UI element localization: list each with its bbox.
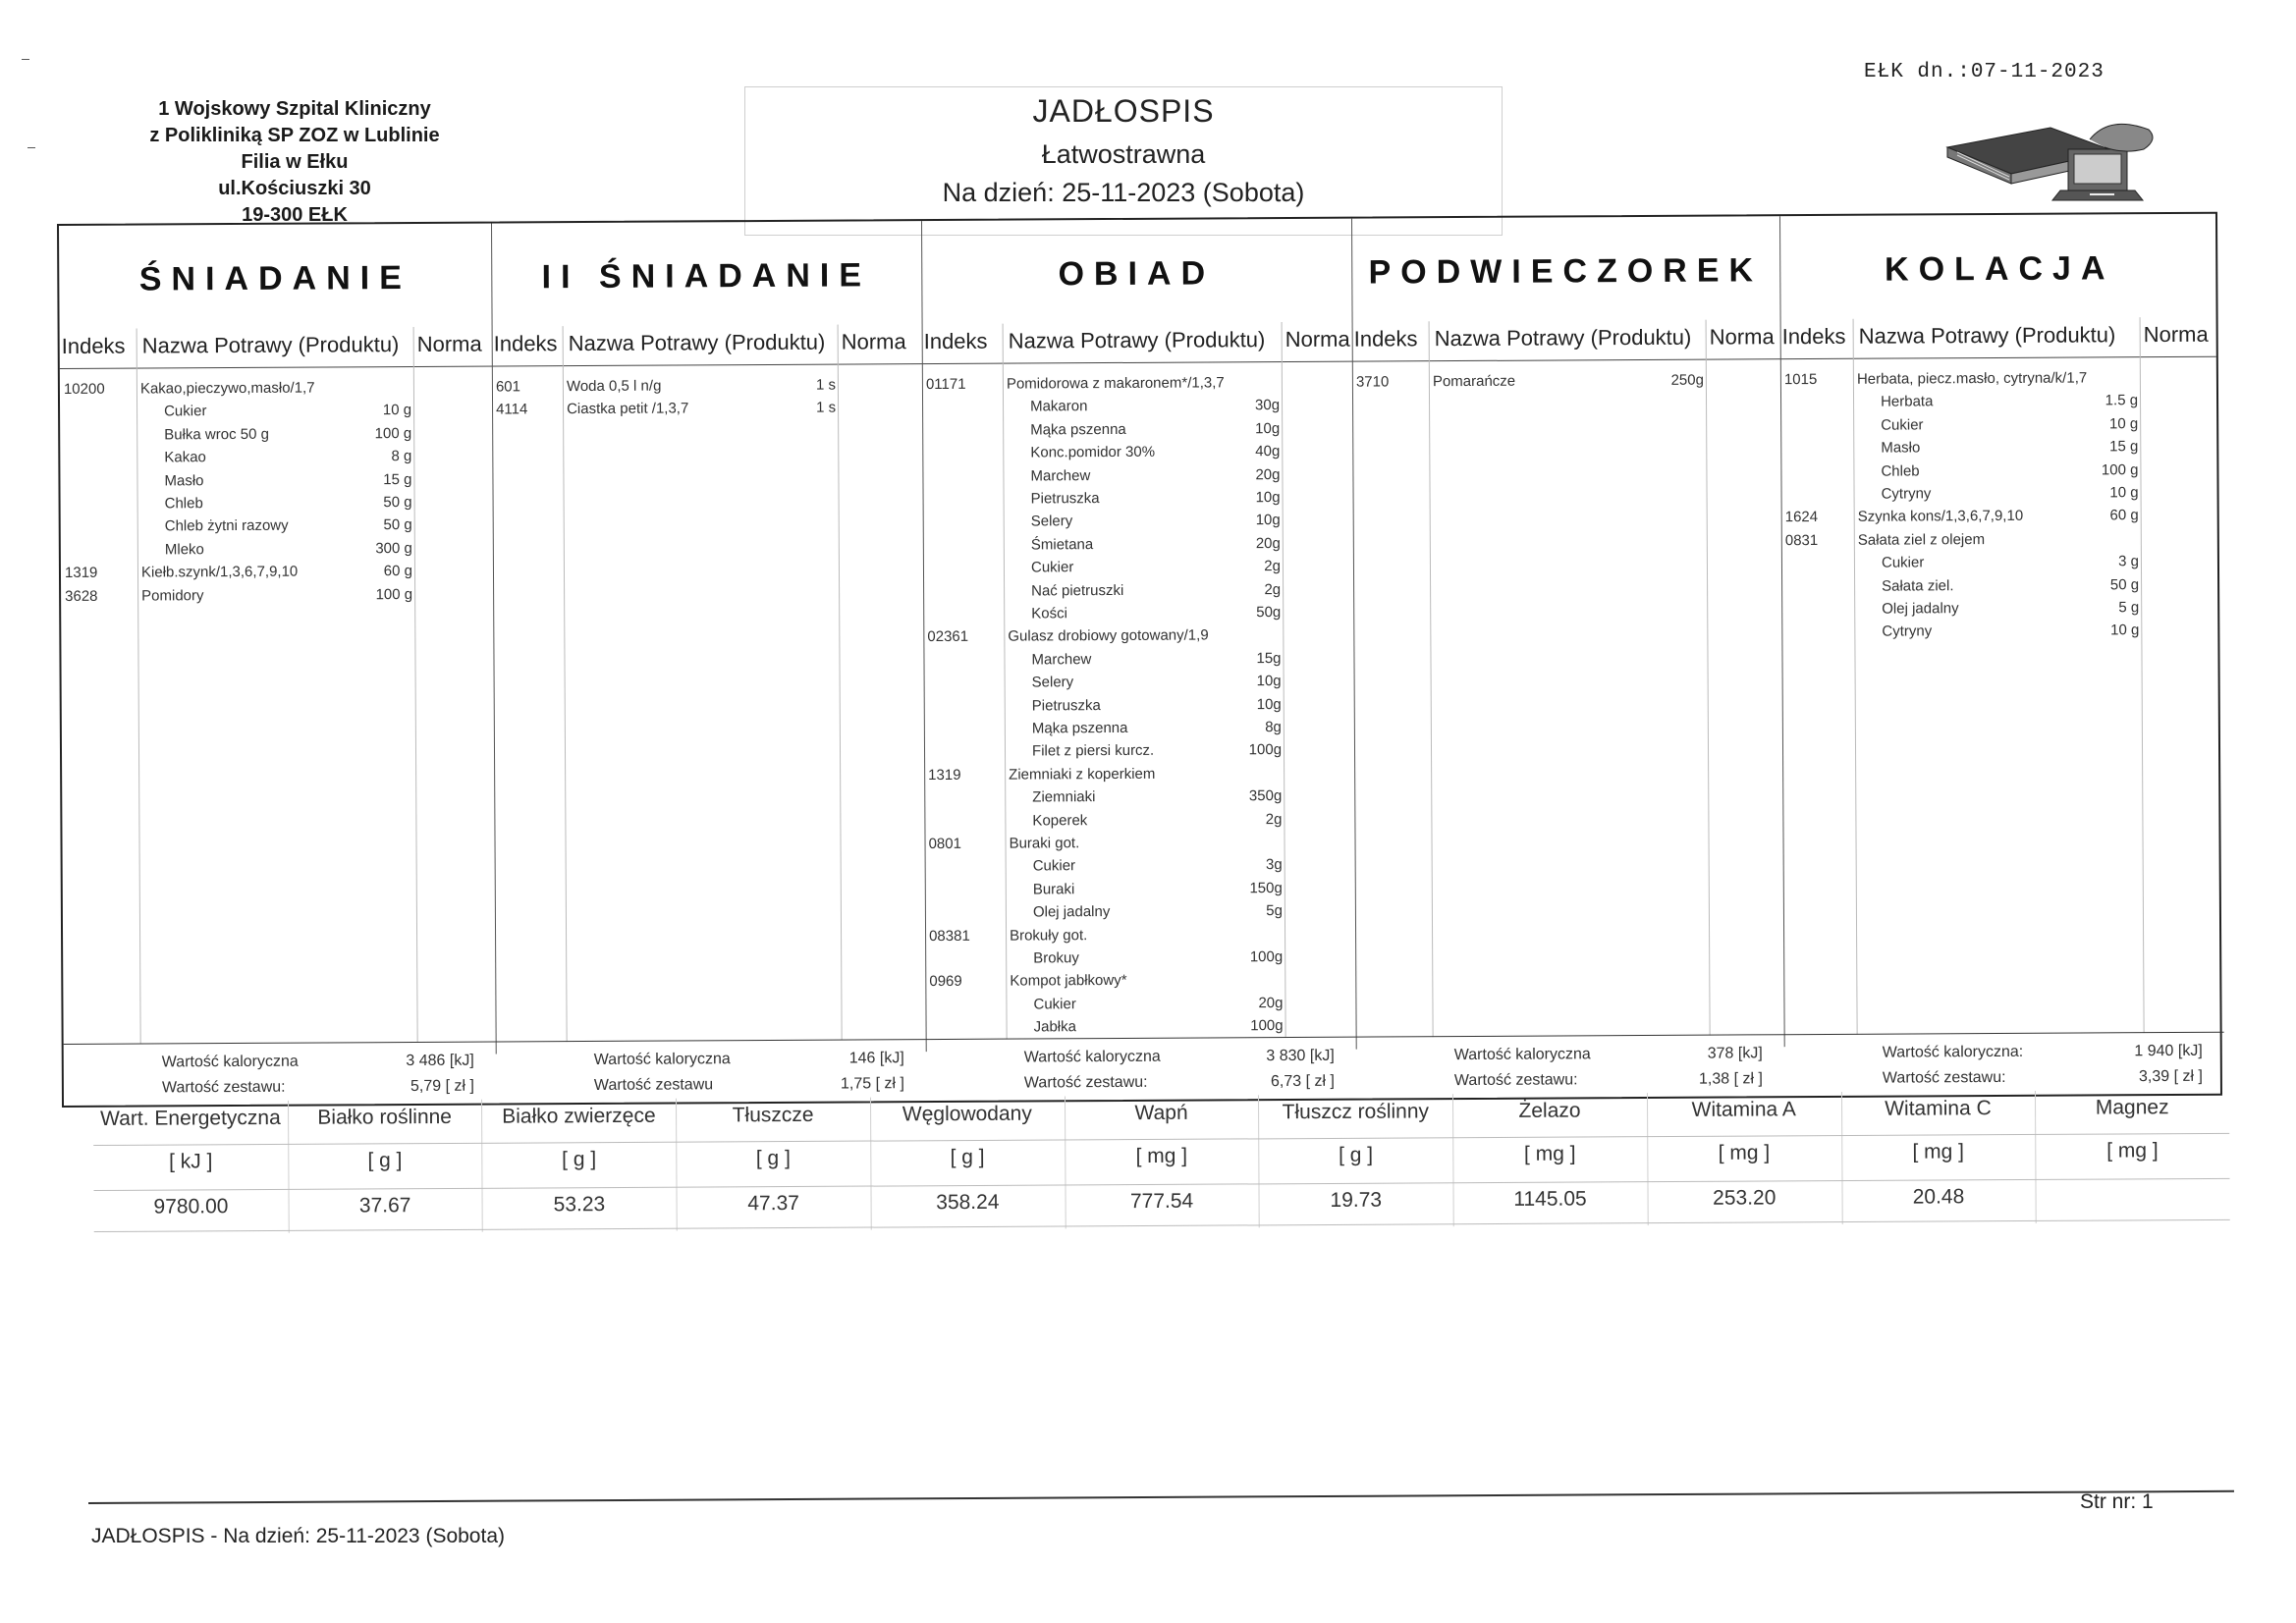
- header-index: Indeks: [1353, 326, 1418, 352]
- nutrient-unit: [ mg ]: [2106, 1139, 2159, 1163]
- diet-name: Łatwostrawna: [1041, 139, 1206, 169]
- cost-value: 5,79 [ zł ]: [410, 1077, 474, 1096]
- row-norma: 100 g: [2101, 460, 2139, 478]
- subcolumn-divider: [1853, 319, 1858, 1035]
- row-norma: 20g: [1258, 994, 1284, 1011]
- hospital-subname: z Polikliniką SP ZOZ w Lublinie: [149, 125, 440, 146]
- ingredient-name: Koperek: [1032, 811, 1088, 830]
- summary-divider: [496, 1039, 926, 1042]
- dish-name: Kakao,pieczywo,masło/1,7: [139, 379, 315, 398]
- row-norma: 3g: [1265, 856, 1283, 874]
- row-norma: 15g: [1256, 649, 1282, 667]
- row-norma: 10g: [1255, 419, 1281, 437]
- row-norma: 150g: [1249, 879, 1283, 897]
- row-index: 0831: [1784, 531, 1819, 549]
- summary-divider: [64, 1042, 496, 1045]
- row-norma: 10 g: [2109, 484, 2139, 502]
- subcolumn-divider: [1706, 320, 1711, 1036]
- row-norma: 20g: [1255, 465, 1281, 483]
- ingredient-name: Filet z piersi kurcz.: [1031, 742, 1155, 760]
- nutrient-unit: [ g ]: [1338, 1143, 1374, 1166]
- row-norma: 100 g: [375, 585, 413, 603]
- nutrient-value: 358.24: [936, 1190, 1000, 1215]
- cost-label: Wartość zestawu:: [1882, 1068, 2006, 1087]
- row-norma: 60 g: [383, 563, 413, 580]
- header-norma: Norma: [2143, 321, 2209, 348]
- ingredient-name: Cukier: [1033, 996, 1076, 1013]
- cost-value: 1,38 [ zł ]: [1698, 1070, 1763, 1088]
- ingredient-name: Olej jadalny: [1882, 600, 1959, 618]
- cost-label: Wartość zestawu: [593, 1076, 714, 1094]
- row-index: 0801: [928, 835, 961, 853]
- header-norma: Norma: [1709, 324, 1775, 350]
- row-norma: 50 g: [383, 516, 412, 534]
- nutrient-unit: [ g ]: [755, 1147, 791, 1170]
- ingredient-name: Kakao: [164, 449, 206, 466]
- ingredient-name: Pietruszka: [1031, 696, 1101, 715]
- row-index: 3628: [65, 587, 98, 605]
- dish-name: Szynka kons/1,3,6,7,9,10: [1857, 508, 2024, 526]
- nutrient-unit: [ g ]: [950, 1145, 985, 1169]
- cost-value: 6,73 [ zł ]: [1270, 1072, 1335, 1091]
- nutrient-value: 19.73: [1330, 1188, 1383, 1212]
- calorie-label: Wartość kaloryczna: [1453, 1046, 1591, 1064]
- footer-divider: [88, 1490, 2234, 1504]
- subcolumn-divider: [137, 329, 141, 1045]
- ingredient-name: Cukier: [164, 403, 207, 420]
- nutrition-table: [93, 1090, 2230, 1234]
- calorie-value: 3 486 [kJ]: [406, 1052, 474, 1070]
- row-norma: 15 g: [2109, 438, 2139, 456]
- nutrient-unit: [ g ]: [562, 1148, 597, 1171]
- subcolumn-divider: [413, 327, 418, 1043]
- row-norma: 40g: [1255, 443, 1281, 460]
- meal-column-3: [921, 219, 1356, 1101]
- calorie-label: Wartość kaloryczna:: [1882, 1043, 2024, 1061]
- calorie-label: Wartość kaloryczna: [1023, 1048, 1161, 1066]
- row-norma: 10 g: [382, 402, 412, 419]
- ingredient-name: Cytryny: [1881, 485, 1932, 503]
- page-title: JADŁOSPIS: [1032, 93, 1215, 129]
- calorie-value: 378 [kJ]: [1707, 1045, 1763, 1062]
- row-norma: 100 g: [374, 424, 412, 442]
- row-norma: 8g: [1265, 719, 1282, 736]
- header-name: Nazwa Potrawy (Produktu): [141, 332, 400, 358]
- ingredient-name: Cukier: [1032, 857, 1076, 875]
- row-index: 08381: [929, 927, 970, 945]
- row-norma: 5g: [1266, 902, 1283, 920]
- ingredient-name: Masło: [1881, 439, 1921, 457]
- row-norma: 1.5 g: [2105, 392, 2139, 409]
- hospital-branch: Filia w Ełku: [241, 151, 349, 173]
- row-norma: 2g: [1264, 558, 1282, 575]
- menu-date: Na dzień: 25-11-2023 (Sobota): [942, 178, 1305, 207]
- title-box: [744, 86, 1503, 236]
- nutrient-unit: [ g ]: [367, 1149, 403, 1172]
- header-norma: Norma: [416, 331, 482, 356]
- ingredient-name: Sałata ziel.: [1882, 576, 1954, 595]
- hospital-city: 19-300 EŁK: [242, 204, 348, 226]
- nutrient-name: Węglowodany: [902, 1102, 1032, 1126]
- header-index: Indeks: [493, 331, 558, 356]
- summary-divider: [1784, 1032, 2224, 1036]
- ingredient-name: Ziemniaki: [1032, 788, 1096, 806]
- dish-name: Brokuły got.: [1010, 926, 1088, 945]
- nutrient-name: Witamina C: [1885, 1097, 1992, 1120]
- nutrient-value: 1145.05: [1513, 1187, 1587, 1211]
- row-norma: 100g: [1248, 741, 1283, 759]
- calorie-label: Wartość kaloryczna: [593, 1051, 731, 1068]
- calorie-value: 1 940 [kJ]: [2134, 1042, 2203, 1060]
- ingredient-name: Cukier: [1881, 554, 1925, 571]
- ingredient-name: Pietruszka: [1030, 490, 1100, 508]
- cost-label: Wartość zestawu:: [1023, 1073, 1148, 1092]
- header-name: Nazwa Potrawy (Produktu): [568, 329, 826, 356]
- ingredient-name: Makaron: [1030, 398, 1088, 415]
- dish-name: Sałata ziel z olejem: [1857, 530, 1986, 549]
- row-norma: 30g: [1254, 397, 1281, 414]
- ingredient-name: Cukier: [1030, 559, 1074, 576]
- meal-column-4: [1351, 216, 1784, 1098]
- row-index: 3710: [1355, 373, 1390, 391]
- dish-name: Herbata, piecz.masło, cytryna/k/1,7: [1856, 369, 2088, 388]
- nutrient-value: 20.48: [1912, 1185, 1965, 1209]
- row-index: 601: [495, 378, 521, 396]
- nutrient-name: Wapń: [1134, 1101, 1188, 1125]
- meal-title: OBIAD: [1058, 254, 1216, 294]
- cost-label: Wartość zestawu:: [1453, 1071, 1578, 1090]
- nutrient-unit: [ mg ]: [1523, 1142, 1576, 1165]
- row-index: 1624: [1784, 509, 1819, 526]
- meal-title: ŚNIADANIE: [138, 258, 411, 298]
- nutrient-name: Witamina A: [1691, 1098, 1796, 1121]
- row-norma: 10g: [1255, 512, 1281, 529]
- nutrient-unit: [ mg ]: [1135, 1144, 1188, 1168]
- calorie-label: Wartość kaloryczna: [161, 1053, 299, 1071]
- ingredient-name: Brokuy: [1033, 949, 1079, 967]
- subcolumn-divider: [838, 325, 843, 1041]
- dish-name: Woda 0,5 l n/g: [566, 377, 662, 396]
- ingredient-name: Nać pietruszki: [1031, 581, 1124, 600]
- ingredient-name: Cukier: [1881, 416, 1924, 434]
- cost-value: 1,75 [ zł ]: [840, 1075, 904, 1093]
- nutrient-unit: [ kJ ]: [168, 1150, 213, 1173]
- ingredient-name: Selery: [1030, 513, 1073, 530]
- dish-name: Kiełb.szynk/1,3,6,7,9,10: [140, 563, 299, 581]
- ingredient-name: Chleb: [164, 495, 203, 513]
- row-index: 02361: [927, 628, 969, 646]
- dish-name: Gulasz drobiowy gotowany/1,9: [1008, 626, 1209, 645]
- nutrient-value: 47.37: [747, 1191, 799, 1216]
- row-norma: 2g: [1265, 810, 1283, 828]
- row-norma: 1 s: [815, 399, 837, 417]
- ingredient-name: Kości: [1031, 605, 1067, 622]
- ingredient-name: Chleb żytni razowy: [164, 517, 289, 535]
- nutrient-value: 777.54: [1129, 1189, 1194, 1214]
- dish-name: Ciastka petit /1,3,7: [567, 400, 689, 418]
- row-index: 1319: [928, 766, 961, 784]
- header-name: Nazwa Potrawy (Produktu): [1434, 324, 1692, 352]
- nutrition-row-divider: [94, 1219, 2230, 1232]
- ingredient-name: Chleb: [1881, 462, 1920, 480]
- book-computer-logo-icon: [1942, 110, 2178, 203]
- row-norma: 10 g: [2110, 622, 2140, 639]
- cost-value: 3,39 [ zł ]: [2138, 1067, 2203, 1086]
- menu-table: [57, 212, 2222, 1108]
- meal-title: II ŚNIADANIE: [541, 256, 872, 297]
- header-index: Indeks: [923, 328, 988, 354]
- meal-column-5: [1779, 214, 2224, 1096]
- row-norma: 50 g: [383, 493, 412, 512]
- ingredient-name: Mleko: [164, 540, 204, 559]
- ingredient-name: Konc.pomidor 30%: [1030, 443, 1156, 461]
- row-norma: 100g: [1249, 948, 1284, 966]
- hospital-address: [108, 96, 481, 229]
- nutrient-name: Białko roślinne: [317, 1105, 453, 1129]
- nutrient-name: Tłuszcz roślinny: [1282, 1100, 1430, 1124]
- meal-title: PODWIECZOREK: [1368, 251, 1764, 292]
- row-norma: 50 g: [2109, 575, 2140, 593]
- row-index: 1015: [1783, 370, 1818, 389]
- nutrient-name: Wart. Energetyczna: [100, 1106, 281, 1130]
- nutrient-unit: [ mg ]: [1912, 1140, 1965, 1163]
- row-norma: 350g: [1248, 787, 1283, 805]
- ingredient-name: Marchew: [1030, 466, 1091, 485]
- header-name: Nazwa Potrawy (Produktu): [1858, 322, 2116, 349]
- header-norma: Norma: [1285, 326, 1350, 352]
- ingredient-name: Masło: [164, 471, 204, 489]
- document-date: EŁK dn.:07-11-2023: [1864, 61, 2105, 83]
- row-norma: 8 g: [391, 448, 412, 465]
- dish-name: Pomidorowa z makaronem*/1,3,7: [1006, 374, 1225, 393]
- meal-column-1: [59, 224, 496, 1106]
- ingredient-name: Jabłka: [1033, 1018, 1076, 1036]
- row-norma: 10g: [1256, 695, 1282, 713]
- row-index: 1319: [64, 564, 98, 582]
- ingredient-name: Mąka pszenna: [1030, 420, 1126, 439]
- subcolumn-divider: [563, 326, 568, 1042]
- row-index: 0969: [929, 973, 962, 991]
- row-index: 01171: [925, 375, 966, 394]
- nutrient-name: Żelazo: [1518, 1099, 1581, 1122]
- meal-title: KOLACJA: [1885, 249, 2115, 289]
- ingredient-name: Cytryny: [1882, 622, 1933, 641]
- calorie-value: 3 830 [kJ]: [1266, 1047, 1335, 1065]
- nutrient-name: Białko zwierzęce: [502, 1104, 656, 1128]
- nutrient-unit: [ mg ]: [1718, 1141, 1771, 1164]
- ingredient-name: Buraki: [1032, 881, 1075, 898]
- row-norma: 3 g: [2118, 553, 2140, 570]
- row-norma: 250g: [1670, 371, 1704, 389]
- ingredient-name: Selery: [1031, 674, 1074, 691]
- dish-name: Pomidory: [141, 586, 204, 605]
- hospital-name: 1 Wojskowy Szpital Kliniczny: [158, 98, 431, 120]
- nutrient-name: Magnez: [2095, 1096, 2169, 1119]
- nutrient-value: 37.67: [358, 1194, 411, 1217]
- footer-title: JADŁOSPIS - Na dzień: 25-11-2023 (Sobota): [91, 1525, 505, 1547]
- row-norma: 10g: [1255, 489, 1281, 507]
- nutrient-value: 53.23: [553, 1193, 606, 1217]
- page-number: Str nr: 1: [2080, 1490, 2154, 1513]
- header-name: Nazwa Potrawy (Produktu): [1008, 327, 1266, 353]
- summary-divider: [1356, 1034, 1784, 1037]
- row-norma: 10g: [1256, 673, 1282, 690]
- ingredient-name: Śmietana: [1030, 535, 1094, 554]
- header-norma: Norma: [841, 329, 906, 354]
- nutrient-value: 253.20: [1713, 1186, 1777, 1210]
- row-norma: 5 g: [2118, 599, 2140, 617]
- ingredient-name: Mąka pszenna: [1031, 719, 1128, 737]
- dish-name: Ziemniaki z koperkiem: [1009, 765, 1156, 784]
- dish-name: Buraki got.: [1009, 835, 1080, 852]
- row-index: 10200: [63, 380, 105, 398]
- row-norma: 60 g: [2109, 507, 2139, 524]
- ingredient-name: Olej jadalny: [1032, 903, 1111, 921]
- ingredient-name: Bułka wroc 50 g: [164, 425, 269, 444]
- subcolumn-divider: [1429, 321, 1434, 1037]
- nutrient-name: Tłuszcze: [732, 1103, 814, 1127]
- row-norma: 2g: [1264, 580, 1282, 598]
- row-norma: 1 s: [815, 376, 836, 394]
- header-index: Indeks: [1781, 323, 1846, 350]
- row-norma: 10 g: [2108, 414, 2139, 433]
- summary-divider: [926, 1037, 1356, 1040]
- hospital-street: ul.Kościuszki 30: [218, 178, 371, 199]
- subcolumn-divider: [1003, 324, 1008, 1040]
- dish-name: Kompot jabłkowy*: [1010, 972, 1127, 990]
- row-norma: 20g: [1255, 534, 1281, 552]
- calorie-value: 146 [kJ]: [848, 1050, 904, 1067]
- subcolumn-divider: [2140, 317, 2145, 1033]
- margin-mark: [22, 59, 29, 60]
- row-norma: 15 g: [383, 470, 412, 488]
- nutrient-value: 9780.00: [153, 1195, 229, 1218]
- cost-label: Wartość zestawu:: [161, 1078, 286, 1097]
- row-norma: 50g: [1256, 604, 1282, 622]
- margin-mark: [27, 147, 35, 148]
- row-index: 4114: [496, 401, 528, 418]
- ingredient-name: Marchew: [1031, 650, 1092, 669]
- row-norma: 300 g: [375, 539, 412, 557]
- meal-column-2: [491, 221, 926, 1103]
- nutrient-value: [2036, 1184, 2230, 1185]
- ingredient-name: Herbata: [1880, 393, 1934, 411]
- header-index: Indeks: [61, 333, 126, 358]
- subcolumn-divider: [1282, 322, 1286, 1038]
- dish-name: Pomarańcze: [1432, 372, 1516, 391]
- row-norma: 100g: [1250, 1017, 1284, 1035]
